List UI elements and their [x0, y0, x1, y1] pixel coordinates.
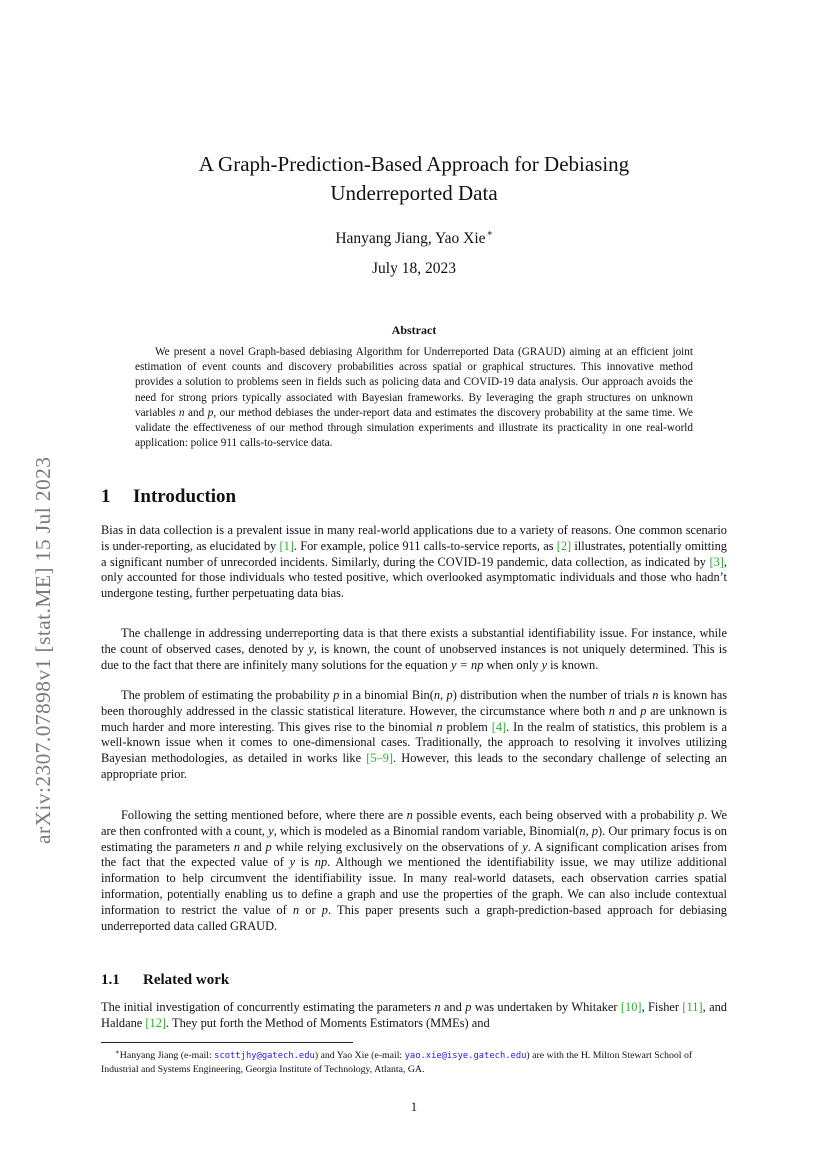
- subsection-title: Related work: [143, 972, 230, 988]
- math-var: n, p: [579, 823, 599, 838]
- citation-link[interactable]: [10]: [620, 1000, 642, 1014]
- intro-paragraph-3: [101, 688, 727, 783]
- section-number: 1: [101, 486, 111, 507]
- title-line-1: A Graph-Prediction-Based Approach for Debiasing: [198, 152, 630, 176]
- body-text: was undertaken by Whitaker: [471, 1000, 621, 1014]
- math-var: n: [178, 406, 185, 419]
- title-line-2: Underreported Data: [330, 181, 498, 205]
- body-text: . However, this leads to the secondary challenge of selecting an appropriate prior.: [101, 751, 728, 781]
- subsection-heading-related-work: [101, 972, 229, 989]
- body-text: ) distribution when the number of trials: [452, 688, 653, 702]
- math-var: n: [292, 902, 300, 917]
- footnote-text: ) are with the H. Milton Stewart School of Industrial and Systems Engineering, Georgia Institute of Technology, Atlanta, GA.: [101, 1050, 693, 1075]
- math-var: p: [446, 688, 453, 702]
- body-text: , only accounted for those individuals who tested positive, which overlooked asymptomatic individuals and those who hadn’t undergone testing, further perpetuating data bias.: [101, 554, 727, 601]
- body-text: The problem of estimating the probability: [121, 688, 334, 702]
- math-var: n: [433, 688, 441, 702]
- footnote-text: Hanyang Jiang (e-mail:: [119, 1050, 215, 1061]
- body-text: . In the realm of statistics, this problem is a well-known issue when it comes to one-dimensional cases. Traditionally, the approach to resolving it involves utilizing Bayesian methodologies, as detailed in works like: [101, 719, 727, 766]
- body-text: is known.: [547, 657, 599, 672]
- body-text: while relying exclusively on the observations of: [271, 839, 523, 854]
- body-text: . For example, police 911 calls-to-service reports, as: [293, 538, 557, 553]
- body-text: Bias in data collection is a prevalent issue in many real-world applications due to a variety of reasons. One common scenario is under-reporting, as elucidated by: [101, 523, 727, 553]
- math-var: p: [265, 839, 272, 854]
- publication-date: July 18, 2023: [372, 260, 456, 277]
- intro-paragraph-1: [101, 523, 727, 602]
- intro-paragraph-2: [101, 626, 727, 673]
- footnote-text: ) and Yao Xie (e-mail:: [314, 1050, 405, 1061]
- page-number: 1: [410, 1100, 418, 1114]
- body-text: ). Our primary focus is on estimating the parameters: [101, 823, 727, 854]
- abstract-text: , our method debiases the under-report data and estimates the discovery probability at the same time. We validate the effectiveness of our method through simulation experiments and illustrate its practicality in one real-world application: police 911 calls-to-service data.: [135, 406, 693, 450]
- body-text: , and Haldane: [101, 1000, 727, 1030]
- math-var: y: [541, 657, 548, 672]
- body-text: and: [239, 839, 266, 854]
- math-var: p: [698, 808, 705, 822]
- abstract-text: We present a novel Graph-based debiasing Algorithm for Underreported Data (GRAUD) aiming at an efficient joint estimation of event counts and discovery probabilities across spatial or graphical structures. This innovative method provides a solution to problems seen in fields such as policing data and COVID-19 data analysis. Our approach avoids the need for strong priors typically associated with Bayesian frameworks. By leveraging the graph structures on unknown variables: [135, 346, 693, 419]
- section-heading-introduction: [101, 486, 236, 508]
- body-text: . We are then confronted with a count,: [101, 808, 727, 838]
- related-work-paragraph: [101, 1000, 727, 1032]
- body-text: and: [440, 1000, 466, 1014]
- body-text: or: [299, 902, 322, 917]
- math-var: n: [233, 839, 240, 854]
- math-var: n: [608, 703, 615, 718]
- math-var: n: [406, 808, 413, 822]
- body-text: , which is modeled as a Binomial random variable, Binomial(: [273, 823, 580, 838]
- body-text: when only: [483, 657, 542, 672]
- math-var: p: [640, 703, 647, 718]
- math-var: p: [321, 902, 328, 917]
- math-var: p: [333, 688, 340, 702]
- arxiv-id-text: arXiv:2307.07898v1 [stat.ME] 15 Jul 2023: [31, 456, 55, 844]
- arxiv-identifier-stamp: [14, 350, 64, 850]
- citation-link[interactable]: [3]: [709, 554, 724, 569]
- abstract-text: and: [184, 406, 208, 419]
- author-list: [101, 228, 727, 248]
- body-text: and: [614, 703, 641, 718]
- body-text: Following the setting mentioned before, where there are: [121, 808, 407, 822]
- intro-paragraph-4: [101, 808, 727, 934]
- body-text: . A significant complication arises from the fact that the expected value of: [101, 839, 727, 870]
- body-text: are unknown is much harder and more interesting. This gives rise to the binomial: [101, 703, 727, 734]
- abstract-body: [135, 345, 693, 451]
- body-text: The challenge in addressing underreporting data is that there exists a substantial identifiability issue. For instance, while the count of observed cases, denoted by: [101, 626, 727, 656]
- citation-link[interactable]: [11]: [682, 1000, 703, 1014]
- citation-link[interactable]: [4]: [491, 719, 507, 734]
- email-link-xie[interactable]: yao.xie@isye.gatech.edu: [404, 1051, 527, 1061]
- body-text: , Fisher: [641, 1000, 683, 1014]
- math-var: y: [289, 855, 296, 870]
- body-text: , is known, the count of unobserved instances is not uniquely determined. This is due to the fact that there are infinitely many solutions for the equation: [101, 641, 727, 672]
- citation-link[interactable]: [12]: [145, 1015, 167, 1030]
- math-var: n: [434, 1000, 441, 1014]
- math-var: y: [522, 839, 528, 854]
- body-text: . This paper presents such a graph-prediction-based approach for debiasing underreported data called GRAUD.: [101, 902, 727, 933]
- math-var: np: [314, 855, 328, 870]
- citation-link[interactable]: [5–9]: [366, 751, 394, 766]
- math-var: p: [207, 406, 214, 419]
- body-text: possible events, each being observed with a probability: [412, 808, 699, 822]
- body-text: is: [295, 855, 315, 870]
- body-text: . Although we mentioned the identifiability issue, we may utilize additional information to help circumvent the identifiability issue. In many real-world datasets, each observation carries spatial information, potentially enabling us to define a graph and use the properties of the graph. We can also include contextual information to restrict the value of: [101, 855, 727, 917]
- math-var: p: [465, 1000, 472, 1014]
- authors-text: Hanyang Jiang, Yao Xie: [335, 230, 486, 247]
- email-link-jiang[interactable]: scottjhy@gatech.edu: [214, 1051, 315, 1061]
- math-var: y: [308, 641, 314, 656]
- citation-link[interactable]: [2]: [556, 538, 572, 553]
- math-var: n: [652, 688, 659, 702]
- math-var: y: [268, 823, 274, 838]
- body-text: . They put forth the Method of Moments Estimators (MMEs) and: [166, 1015, 490, 1030]
- math-var: n: [436, 719, 443, 734]
- body-text: The initial investigation of concurrently estimating the parameters: [101, 1000, 435, 1014]
- body-text: ,: [440, 688, 447, 702]
- body-text: illustrates, potentially omitting a significant number of unrecorded incidents. Similarly, during the COVID-19 pandemic, data collection, as indicated by: [101, 538, 728, 569]
- math-equation: y = np: [450, 657, 484, 672]
- body-text: in a binomial Bin(: [339, 688, 434, 702]
- footnote-mark: ∗: [115, 1048, 120, 1056]
- footnote-divider: [101, 1042, 353, 1043]
- author-footnote-mark[interactable]: ∗: [486, 228, 493, 238]
- subsection-number: 1.1: [101, 972, 120, 988]
- body-text: problem: [442, 719, 492, 734]
- paper-title: [101, 150, 727, 208]
- author-footnote: [101, 1046, 727, 1076]
- section-title: Introduction: [133, 486, 237, 507]
- abstract-heading: Abstract: [391, 323, 437, 337]
- body-text: is known has been thoroughly addressed in the classic statistical literature. However, the circumstance where both: [101, 688, 728, 718]
- citation-link[interactable]: [1]: [279, 538, 294, 553]
